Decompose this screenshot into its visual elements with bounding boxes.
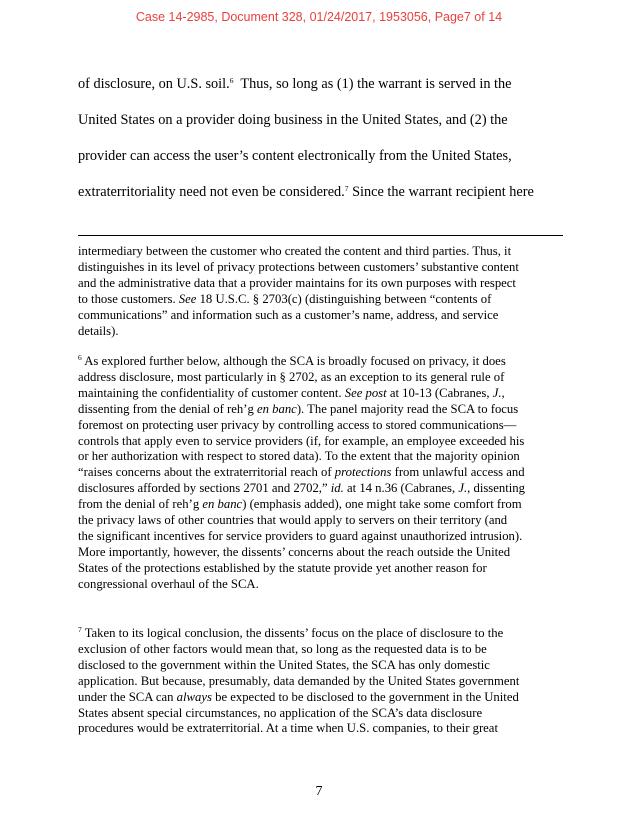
- body-line: [78, 66, 568, 102]
- footnote-line: States absent special circumstances, no application of the SCA’s data disclosure: [78, 705, 483, 720]
- italic-term: always: [176, 689, 212, 704]
- footnote-6: [78, 354, 568, 593]
- footnote-line: [78, 354, 568, 370]
- footnote-line: foremost on protecting user privacy by controlling access to stored communications—: [78, 417, 517, 432]
- footnote-line: address disclosure, most particularly in § 2702, as an exception to its general rule of: [78, 369, 505, 384]
- footnote-ref-7[interactable]: 7: [344, 184, 349, 193]
- footnote-text: be expected to be disclosed to the government in the United: [211, 689, 519, 704]
- footnote-text: from the denial of reh’g: [78, 497, 203, 512]
- footnote-text: ,: [501, 385, 505, 400]
- footnote-text: to those customers.: [78, 291, 179, 306]
- footnote-text: As explored further below, although the SCA is broadly focused on privacy, it does: [81, 354, 506, 368]
- footnote-continuation: [78, 244, 568, 339]
- footnote-line: disclosed to the government within the United States, the SCA has only domestic: [78, 657, 490, 672]
- footnote-text: , dissenting: [467, 481, 525, 496]
- body-paragraph: [78, 66, 568, 210]
- footnote-line: [78, 481, 568, 497]
- case-header: Case 14-2985, Document 328, 01/24/2017, 1953056, Page7 of 14: [135, 10, 503, 24]
- footnote-line: More importantly, however, the dissents’ concerns about the reach outside the United: [78, 544, 511, 559]
- footnote-line: communications” and information such as a customer’s name, address, and service: [78, 307, 499, 322]
- footnote-ref-6[interactable]: 6: [229, 76, 234, 85]
- citation-signal: See: [178, 291, 197, 306]
- footnote-text: ) (emphasis added), one might take some comfort from: [242, 497, 522, 512]
- footnote-number: 7: [78, 625, 82, 634]
- footnote-line: exclusion of other factors would mean that, so long as the requested data is to be: [78, 641, 487, 656]
- footnote-text: under the SCA can: [78, 689, 177, 704]
- citation-signal: id.: [330, 481, 344, 496]
- footnote-text: “raises concerns about the extraterritorial reach of: [78, 465, 335, 480]
- footnote-line: [78, 497, 568, 513]
- body-text-segment: Thus, so long as (1) the warrant is served in the: [233, 76, 512, 92]
- footnote-line: the significant incentives for service providers to guard against unauthorized intrusion).: [78, 528, 523, 543]
- footnote-text: Taken to its logical conclusion, the dissents’ focus on the place of disclosure to the: [81, 626, 504, 640]
- footnote-line: or her authorization with respect to stored data). To the extent that the majority opinion: [78, 449, 520, 464]
- footnote-text: from unlawful access and: [391, 465, 525, 480]
- footnote-text: disclosures afforded by sections 2701 and 2702,”: [78, 481, 331, 496]
- footnote-text: at 14 n.36 (Cabranes,: [343, 481, 459, 496]
- footnote-line: the privacy laws of other countries that would apply to servers on their territory (and: [78, 513, 508, 528]
- body-text-segment: extraterritoriality need not even be considered.: [78, 184, 345, 200]
- footnote-line: [78, 690, 568, 706]
- footnote-7: [78, 626, 568, 737]
- citation-signal: See post: [344, 385, 387, 400]
- footnote-line: [78, 626, 568, 642]
- page-number: 7: [315, 784, 323, 799]
- footnote-text: at 10-13 (Cabranes,: [386, 385, 493, 400]
- body-text-segment: of disclosure, on U.S. soil.: [78, 76, 230, 92]
- footnote-line: States of the protections established by the statute provide yet another reason for: [78, 560, 487, 575]
- footnote-line: [78, 292, 568, 308]
- footnote-line: distinguishes in its level of privacy protections between customers’ substantive content: [78, 259, 519, 274]
- footnote-text: 18 U.S.C. § 2703(c) (distinguishing between “contents of: [196, 291, 492, 306]
- italic-term: en banc: [202, 497, 243, 512]
- italic-term: protections: [334, 465, 392, 480]
- body-line: [78, 174, 568, 210]
- footnote-line: controls that apply even to service providers (if, for example, an employee exceeded his: [78, 433, 525, 448]
- footnote-line: procedures would be extraterritorial. At a time when U.S. companies, to their great: [78, 721, 498, 736]
- body-line: provider can access the user’s content electronically from the United States,: [78, 148, 512, 164]
- footnote-line: [78, 402, 568, 418]
- footnote-line: congressional overhaul of the SCA.: [78, 576, 259, 591]
- judge-abbrev: J.: [492, 385, 502, 400]
- footnote-number: 6: [78, 353, 82, 362]
- footnote-line: details).: [78, 323, 119, 338]
- footnote-line: and the administrative data that a provider maintains for its own purposes with respect: [78, 275, 516, 290]
- footnote-text: dissenting from the denial of reh’g: [78, 401, 257, 416]
- footnote-line: [78, 386, 568, 402]
- italic-term: en banc: [257, 401, 297, 416]
- footnote-line: intermediary between the customer who created the content and third parties. Thus, it: [78, 244, 512, 258]
- body-line: United States on a provider doing business in the United States, and (2) the: [78, 112, 508, 128]
- footnote-line: application. But because, presumably, data demanded by the United States government: [78, 673, 520, 688]
- footnote-divider: [78, 235, 563, 236]
- footnote-text: ). The panel majority read the SCA to focus: [296, 401, 519, 416]
- footnote-text: maintaining the confidentiality of customer content.: [78, 385, 345, 400]
- footnote-line: [78, 465, 568, 481]
- body-text-segment: Since the warrant recipient here: [348, 184, 534, 200]
- judge-abbrev: J.: [458, 481, 468, 496]
